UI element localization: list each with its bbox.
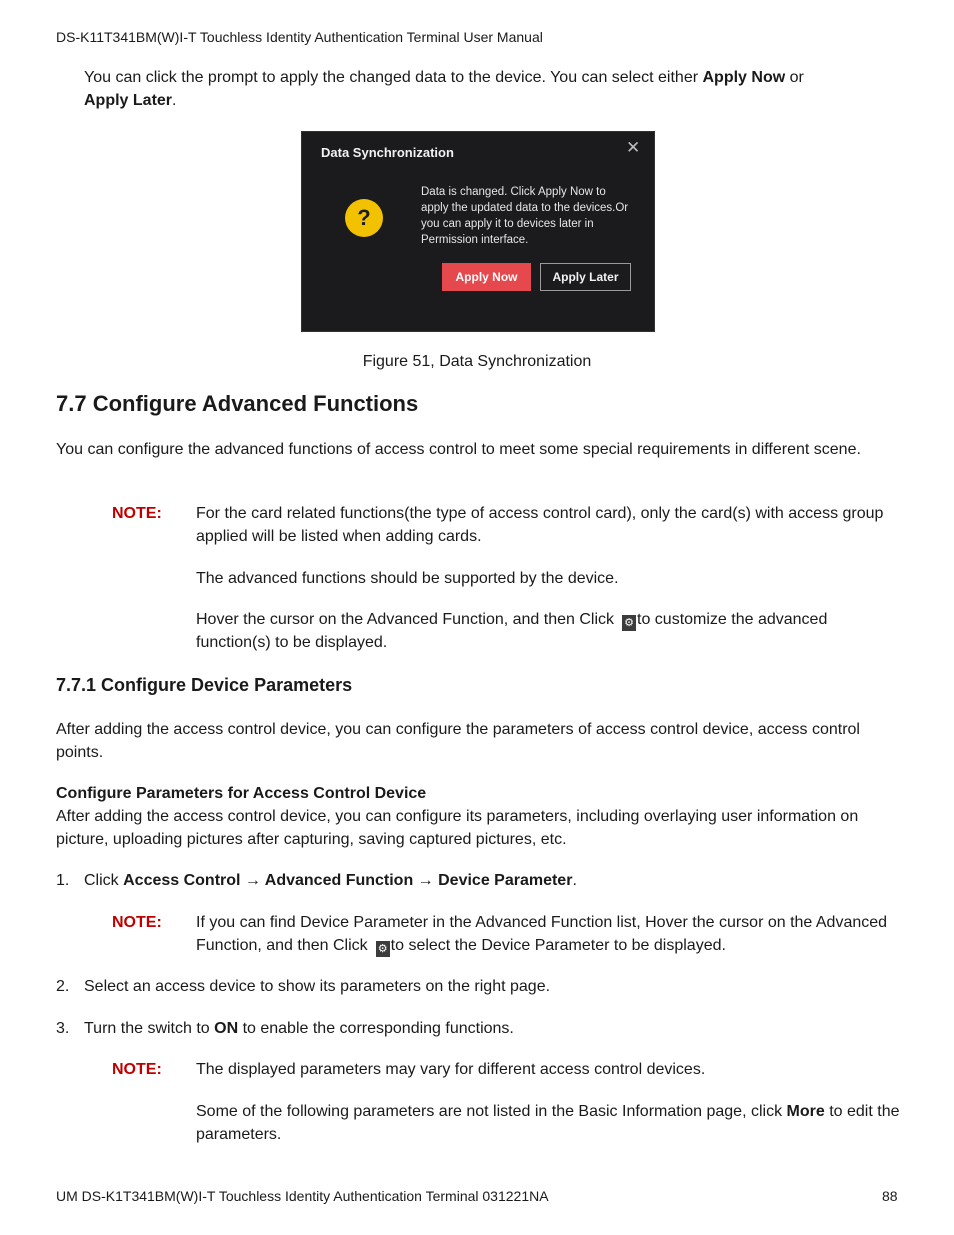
note-label: NOTE: — [112, 505, 162, 522]
more-term: More — [786, 1103, 825, 1120]
subheading: Configure Parameters for Access Control Device — [56, 785, 427, 802]
page-number: 88 — [882, 1188, 898, 1204]
apply-now-button[interactable]: Apply Now — [442, 263, 531, 291]
intro-text-or: or — [785, 69, 804, 86]
note-text: The displayed parameters may vary for different access control devices. — [196, 1061, 706, 1078]
dialog-message: Data is changed. Click Apply Now to apply the updated data to the devices.Or you can apply it to devices later in Permission interface. — [421, 186, 629, 246]
step-text-part: . — [572, 872, 577, 889]
on-term: ON — [214, 1020, 239, 1037]
note-label: NOTE: — [112, 1061, 162, 1078]
intro-paragraph — [84, 66, 884, 112]
data-synchronization-dialog — [301, 131, 655, 332]
section-paragraph: You can configure the advanced functions of access control to meet some special requirements in different scene. — [56, 441, 861, 458]
figure-caption: Figure 51, Data Synchronization — [362, 353, 592, 370]
gear-icon: ⚙ — [622, 615, 636, 631]
subsection-paragraph: After adding the access control device, you can configure the parameters of access control device, access control points. — [56, 721, 860, 761]
apply-now-term: Apply Now — [702, 69, 786, 86]
subsection-paragraph-2: After adding the access control device, you can configure its parameters, including overlaying user information on picture, uploading pictures after capturing, saving captured pictures, etc. — [56, 808, 859, 848]
note-text-part: Hover the cursor on the Advanced Function, and then Click — [196, 611, 615, 628]
note-text: The advanced functions should be supported by the device. — [196, 570, 619, 587]
page-header: DS-K11T341BM(W)I-T Touchless Identity Authentication Terminal User Manual — [56, 29, 543, 45]
menu-path: Access Control → Advanced Function → Device Parameter — [123, 872, 573, 889]
step-text-part: Turn the switch to — [84, 1020, 215, 1037]
note-text-part: to select the Device Parameter to be displayed. — [390, 937, 726, 954]
note-text: For the card related functions(the type of access control card), only the card(s) with access group applied will be listed when adding cards. — [196, 505, 884, 545]
step-text-part: Click — [84, 872, 124, 889]
step-text: Select an access device to show its parameters on the right page. — [84, 978, 551, 995]
note-text — [196, 608, 901, 654]
step-number: 2. — [56, 978, 70, 995]
note-text-part: Some of the following parameters are not listed in the Basic Information page, click — [196, 1103, 787, 1120]
step-number: 1. — [56, 872, 70, 889]
apply-later-term: Apply Later — [84, 92, 173, 109]
page-footer: UM DS-K1T341BM(W)I-T Touchless Identity Authentication Terminal 031221NA — [56, 1188, 549, 1204]
section-heading: 7.7 Configure Advanced Functions — [56, 391, 419, 416]
intro-period: . — [172, 92, 177, 109]
gear-icon: ⚙ — [376, 941, 390, 957]
step-text — [84, 1017, 514, 1040]
close-icon[interactable]: ✕ — [626, 138, 641, 157]
note-text-part: If you can find Device Parameter in the Advanced Function list, Hover the cursor on the Advanced Function, and then Click — [196, 914, 888, 954]
step-number: 3. — [56, 1020, 70, 1037]
step-text-part: to enable the corresponding functions. — [238, 1020, 514, 1037]
note-text-part: to edit the parameters. — [196, 1103, 900, 1143]
note-label: NOTE: — [112, 914, 162, 931]
intro-text: You can click the prompt to apply the changed data to the device. You can select either — [84, 69, 703, 86]
note-text-part: to customize the advanced function(s) to be displayed. — [196, 611, 828, 651]
step-text — [84, 869, 577, 892]
note-text — [196, 1100, 901, 1146]
dialog-title: Data Synchronization — [321, 145, 454, 160]
subsection-heading: 7.7.1 Configure Device Parameters — [56, 675, 353, 695]
apply-later-button[interactable]: Apply Later — [540, 263, 631, 291]
question-icon: ? — [345, 199, 383, 237]
note-text — [196, 911, 901, 957]
